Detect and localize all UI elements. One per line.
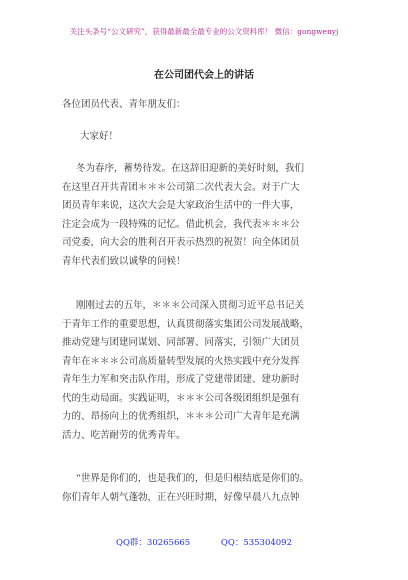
paragraph-line: 在这里召开共青团＊＊＊公司第二次代表大会。对于广大 xyxy=(62,181,300,193)
paragraph-line: 活力、吃苦耐劳的优秀青年。 xyxy=(62,429,186,441)
paragraph-line: 刚刚过去的五年，＊＊＊公司深入贯彻习近平总书记关 xyxy=(76,300,305,311)
paragraph-2 xyxy=(62,297,352,445)
footer-qq-group: QQ群：30265665 xyxy=(115,538,191,548)
salutation: 各位团员代表、青年朋友们： xyxy=(62,99,186,110)
header-banner: 关注头条号“公文研究”，获得最新最全最专业的公文资料库！ 微信：gongwenyj xyxy=(69,27,339,36)
paragraph-line: 于青年工作的重要思想，认真贯彻落实集团公司发展战略， xyxy=(62,318,310,330)
paragraph-line: 青年代表们致以诚挚的问候！ xyxy=(62,255,186,267)
paragraph-line: 注定会成为一段特殊的记忆。借此机会，我代表＊＊＊公 xyxy=(62,218,300,230)
footer-contact xyxy=(0,536,408,548)
greeting: 大家好！ xyxy=(80,131,119,142)
paragraph-line: 推动党建与团建同谋划、同部署、同落实，引领广大团员 xyxy=(62,337,300,348)
paragraph-line: 力的、昂扬向上的优秀组织，＊＊＊公司广大青年是充满 xyxy=(62,411,300,422)
paragraph-line: 冬为春序，蓄势待发。在这辞旧迎新的美好时刻，我们 xyxy=(76,163,305,174)
paragraph-line: 青年在＊＊＊公司高质量转型发展的火热实践中充分发挥 xyxy=(62,355,300,367)
paragraph-line: 代的生动局面。实践证明，＊＊＊公司各级团组织是强有 xyxy=(62,392,300,404)
footer-qq: QQ：535304092 xyxy=(220,538,292,548)
paragraph-1 xyxy=(62,160,352,271)
paragraph-line: 团员青年来说，这次大会是大家政治生活中的一件大事， xyxy=(62,200,300,211)
document-title: 在公司团代会上的讲话 xyxy=(154,70,254,81)
paragraph-3 xyxy=(62,470,352,507)
paragraph-line: “世界是你们的，也是我们的，但是归根结底是你们的。 xyxy=(76,473,309,484)
paragraph-line: 你们青年人朝气蓬勃，正在兴旺时期，好像早晨八九点钟 xyxy=(62,491,300,503)
paragraph-line: 青年生力军和突击队作用，形成了党建带团建、建功新时 xyxy=(62,374,300,385)
paragraph-line: 司党委，向大会的胜利召开表示热烈的祝贺！向全体团员 xyxy=(62,237,300,248)
